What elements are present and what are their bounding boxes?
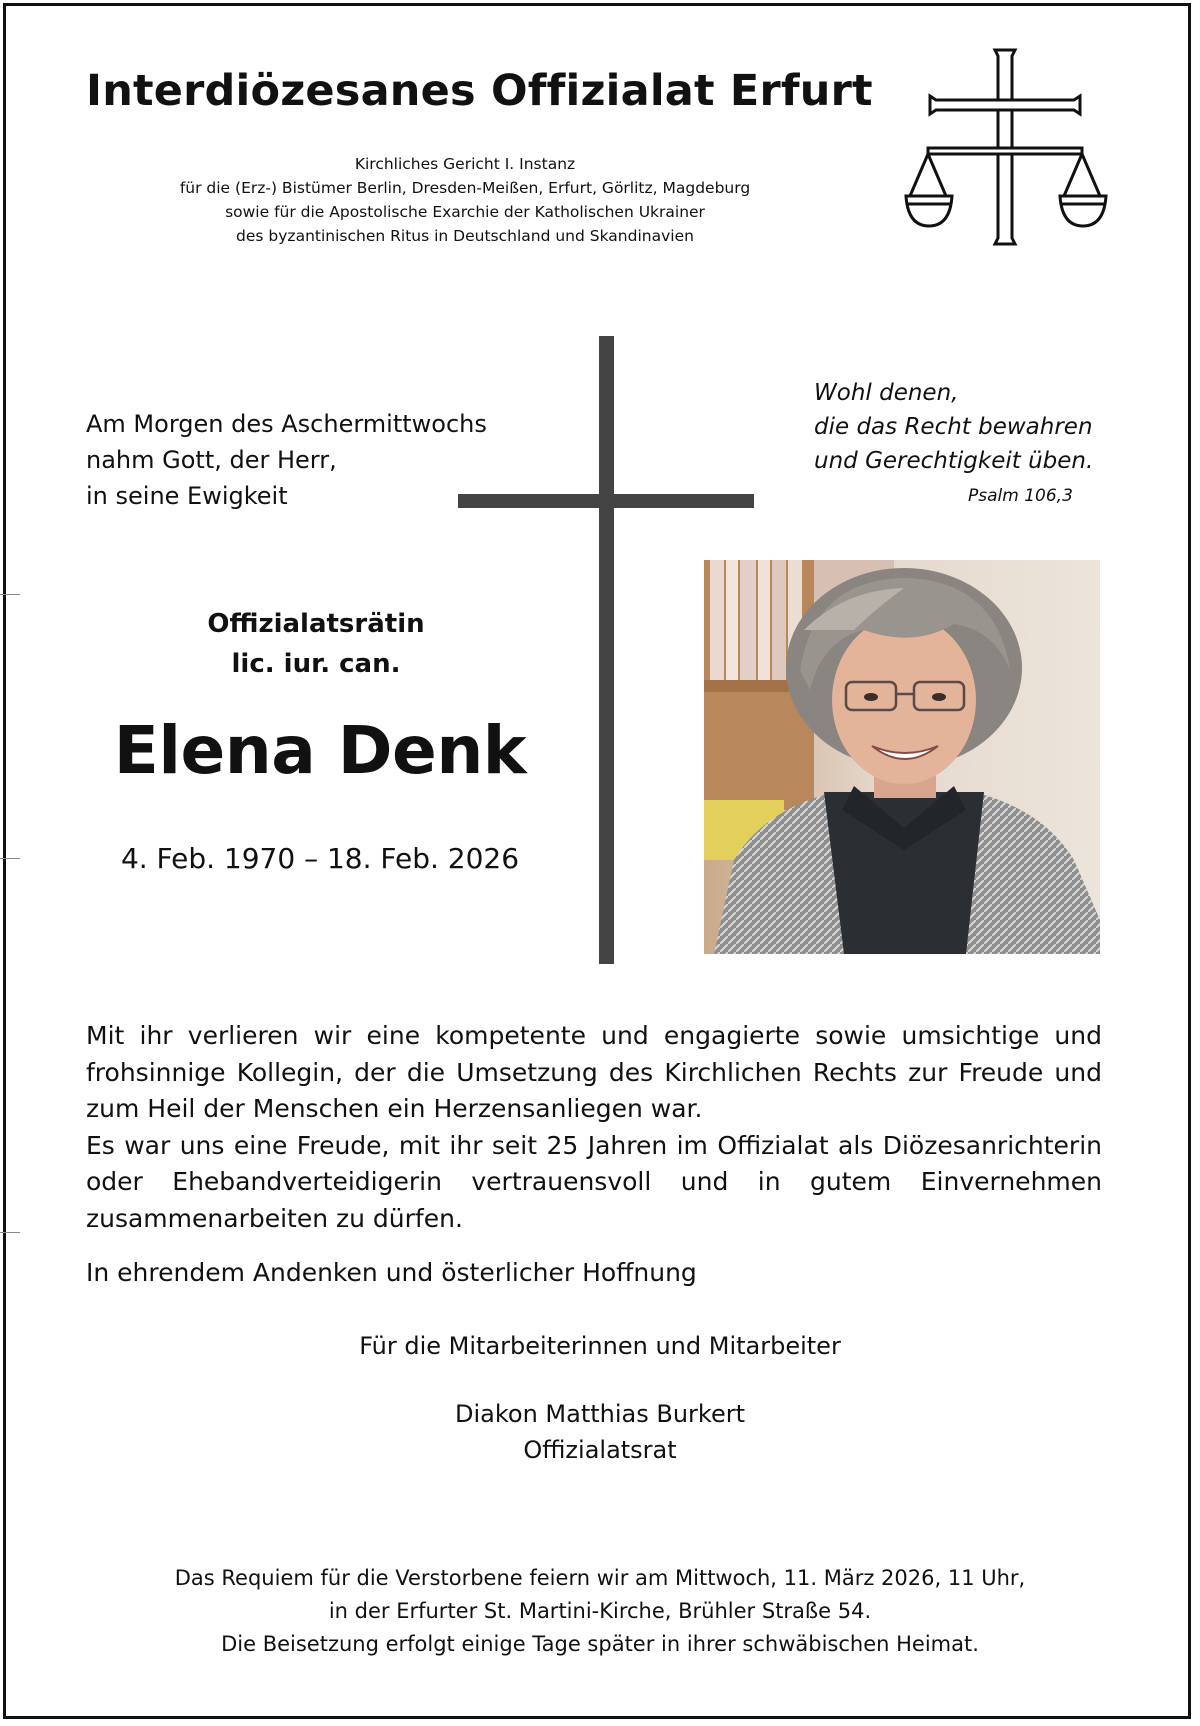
margin-tick bbox=[0, 858, 20, 859]
tribute-paragraph: Mit ihr verlieren wir eine kompetente und engagierte sowie umsichtige und frohsinnige Kollegin, der die Umsetzung des Kirchlichen Rechts zur Freude und zum Heil der Menschen ein Herzensanliegen war. bbox=[86, 1021, 1102, 1123]
requiem-line: Das Requiem für die Verstorbene feiern wir am Mittwoch, 11. März 2026, 11 Uhr, bbox=[174, 1566, 1026, 1590]
subtitle-line: sowie für die Apostolische Exarchie der Katholischen Ukrainer bbox=[225, 203, 705, 221]
subtitle-line: Kirchliches Gericht I. Instanz bbox=[354, 155, 576, 173]
office-subtitle bbox=[150, 152, 780, 248]
signature-block bbox=[300, 1396, 900, 1468]
bible-quote bbox=[814, 376, 1093, 478]
intro-line: in seine Ewigkeit bbox=[86, 482, 288, 510]
signature-on-behalf: Für die Mitarbeiterinnen und Mitarbeiter bbox=[359, 1332, 841, 1360]
quote-line: und Gerechtigkeit üben. bbox=[814, 448, 1094, 474]
tribute-text bbox=[86, 1018, 1102, 1237]
quote-source: Psalm 106,3 bbox=[968, 486, 1073, 506]
deceased-role: Offizialatsrätin bbox=[207, 609, 425, 639]
signer-title: Offizialatsrat bbox=[523, 1436, 677, 1464]
intro-line: Am Morgen des Aschermittwochs bbox=[86, 410, 487, 438]
closing-line: In ehrendem Andenken und österlicher Hoffnung bbox=[86, 1258, 697, 1287]
deceased-title bbox=[116, 604, 516, 684]
deceased-name: Elena Denk bbox=[113, 712, 527, 789]
tribute-paragraph: Es war uns eine Freude, mit ihr seit 25 Jahren im Offizialat als Diözesanrichterin oder Ehebandverteidigerin vertrauensvoll und in gutem Einvernehmen zusammenarbeiten zu dürfen. bbox=[86, 1130, 1102, 1233]
deceased-degree: lic. iur. can. bbox=[231, 649, 401, 679]
quote-line: Wohl denen, bbox=[814, 380, 959, 406]
subtitle-line: des byzantinischen Ritus in Deutschland und Skandinavien bbox=[236, 227, 694, 245]
requiem-notice bbox=[100, 1562, 1100, 1661]
subtitle-line: für die (Erz-) Bistümer Berlin, Dresden-Meißen, Erfurt, Görlitz, Magdeburg bbox=[179, 179, 751, 197]
intro-line: nahm Gott, der Herr, bbox=[86, 446, 337, 474]
announcement-intro bbox=[86, 406, 487, 514]
requiem-line: Die Beisetzung erfolgt einige Tage später in ihrer schwäbischen Heimat. bbox=[221, 1632, 979, 1656]
portrait-photo bbox=[704, 560, 1100, 954]
life-dates: 4. Feb. 1970 – 18. Feb. 2026 bbox=[120, 842, 520, 875]
quote-line: die das Recht bewahren bbox=[814, 414, 1093, 440]
margin-tick bbox=[0, 594, 20, 595]
signer-name: Diakon Matthias Burkert bbox=[454, 1400, 745, 1428]
margin-tick bbox=[0, 1232, 20, 1233]
cross-with-scales-icon bbox=[900, 44, 1110, 250]
office-title: Interdiözesanes Offizialat Erfurt bbox=[86, 66, 873, 116]
requiem-line: in der Erfurter St. Martini-Kirche, Brühler Straße 54. bbox=[328, 1599, 872, 1623]
